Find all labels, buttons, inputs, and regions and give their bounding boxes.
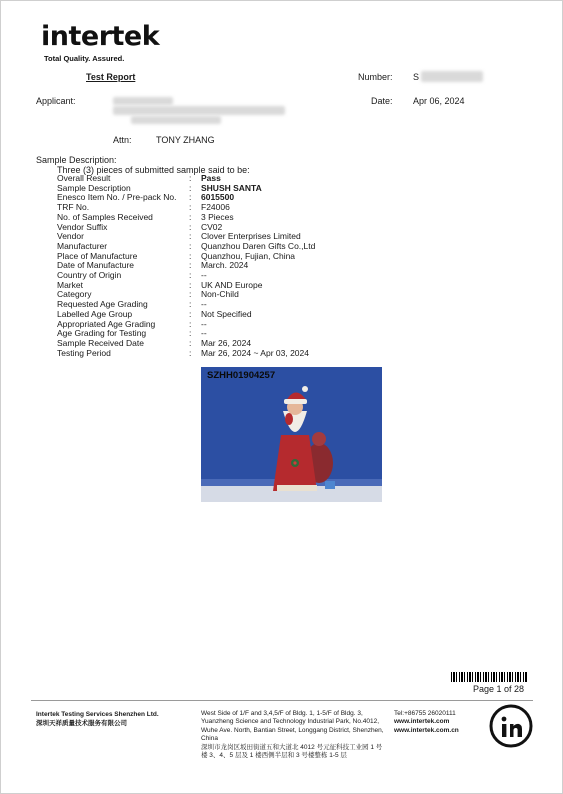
detail-value: Mar 26, 2024 ~ Apr 03, 2024 xyxy=(201,347,309,358)
detail-label: Date of Manufacture xyxy=(57,260,135,271)
detail-label: Manufacturer xyxy=(57,240,108,251)
detail-label: Country of Origin xyxy=(57,270,122,281)
detail-label: Enesco Item No. / Pre-pack No. xyxy=(57,192,177,203)
page-number: Page 1 of 28 xyxy=(473,684,525,694)
detail-value: Non-Child xyxy=(201,289,239,300)
barcode xyxy=(451,672,527,682)
detail-label: Age Grading for Testing xyxy=(57,328,147,339)
detail-label: Requested Age Grading xyxy=(57,299,148,310)
number-label: Number: xyxy=(358,72,393,82)
detail-label: Market xyxy=(57,279,83,290)
detail-separator: : xyxy=(189,221,192,232)
address-cn: 深圳市龙岗区坂田街道五和大道北 4012 号元征科技工业园 1 号楼 3、4、5 层及 1 楼西侧半层和 3 号楼整栋 1-5 层 xyxy=(201,743,383,760)
detail-separator: : xyxy=(189,279,192,290)
detail-row xyxy=(57,193,315,203)
footer-address xyxy=(201,710,387,760)
report-title: Test Report xyxy=(86,72,136,82)
detail-value: Mar 26, 2024 xyxy=(201,337,252,348)
footer-divider xyxy=(31,700,533,701)
detail-label: Vendor xyxy=(57,231,84,242)
sample-intro: Three (3) pieces of submitted sample said to be: xyxy=(57,165,250,175)
detail-separator: : xyxy=(189,347,192,358)
detail-label: Appropriated Age Grading xyxy=(57,318,156,329)
detail-value: -- xyxy=(201,270,207,281)
detail-value: CV02 xyxy=(201,221,223,232)
detail-label: No. of Samples Received xyxy=(57,211,153,222)
sample-heading: Sample Description: xyxy=(36,155,117,165)
redacted-number xyxy=(421,71,483,82)
detail-value: 6015500 xyxy=(201,192,235,203)
detail-label: Sample Description xyxy=(57,182,131,193)
number-value: S xyxy=(413,72,420,82)
detail-label: Vendor Suffix xyxy=(57,221,108,232)
detail-value: -- xyxy=(201,318,207,329)
applicant-label: Applicant: xyxy=(36,96,76,106)
date-value: Apr 06, 2024 xyxy=(413,96,465,106)
detail-separator: : xyxy=(189,337,192,348)
photo-label: SZHH01904257 xyxy=(207,370,276,381)
sample-details-table xyxy=(57,174,315,358)
company-name-en: Intertek Testing Services Shenzhen Ltd. xyxy=(36,711,159,718)
detail-label: Category xyxy=(57,289,92,300)
detail-separator: : xyxy=(189,240,192,251)
detail-separator: : xyxy=(189,328,192,339)
attn-label: Attn: xyxy=(113,135,132,145)
detail-value: -- xyxy=(201,328,207,339)
detail-value: UK AND Europe xyxy=(201,279,263,290)
detail-value: Quanzhou Daren Gifts Co.,Ltd xyxy=(201,240,316,251)
footer-company xyxy=(36,710,159,728)
tel: Tel:+86755 26020111 xyxy=(394,710,456,717)
detail-label: Sample Received Date xyxy=(57,337,144,348)
redacted-applicant-line1 xyxy=(113,97,173,105)
detail-separator: : xyxy=(189,318,192,329)
detail-value: SHUSH SANTA xyxy=(201,182,262,193)
detail-value: March. 2024 xyxy=(201,260,249,271)
website-com[interactable]: www.intertek.com xyxy=(394,718,450,726)
detail-value: 3 Pieces xyxy=(201,211,234,222)
company-name-cn: 深圳天祥质量技术服务有限公司 xyxy=(36,720,127,727)
detail-row xyxy=(57,281,315,291)
detail-separator: : xyxy=(189,173,192,183)
detail-separator: : xyxy=(189,289,192,300)
detail-separator: : xyxy=(189,299,192,310)
sample-photo xyxy=(201,367,382,502)
detail-row xyxy=(57,349,315,359)
detail-value: Quanzhou, Fujian, China xyxy=(201,250,296,261)
santa-figurine-image xyxy=(201,367,382,502)
detail-label: Testing Period xyxy=(57,347,111,358)
detail-value: Pass xyxy=(201,173,221,183)
address-en: West Side of 1/F and 3,4,5/F of Bldg. 1, 1-5/F of Bldg. 3, Yuanzheng Science and Technology Industrial Park, No.4012, Wuhe Ave. North, Bantian Street, Longgang District, Shenzhen, China xyxy=(201,710,384,743)
detail-value: F24006 xyxy=(201,202,230,213)
attn-value: TONY ZHANG xyxy=(156,135,215,145)
detail-separator: : xyxy=(189,308,192,319)
detail-value: -- xyxy=(201,299,207,310)
detail-row xyxy=(57,271,315,281)
website-cn[interactable]: www.intertek.com.cn xyxy=(394,726,459,734)
detail-separator: : xyxy=(189,270,192,281)
redacted-applicant-line2 xyxy=(113,106,285,115)
date-label: Date: xyxy=(371,96,393,106)
detail-label: Overall Result xyxy=(57,173,111,183)
detail-separator: : xyxy=(189,260,192,271)
detail-value: Not Specified xyxy=(201,308,252,319)
redacted-applicant-line3 xyxy=(131,116,221,124)
logo-tagline: Total Quality. Assured. xyxy=(44,54,125,63)
detail-label: Labelled Age Group xyxy=(57,308,133,319)
detail-separator: : xyxy=(189,231,192,242)
detail-separator: : xyxy=(189,250,192,261)
detail-separator: : xyxy=(189,211,192,222)
intertek-logo: intertek xyxy=(41,21,160,52)
detail-separator: : xyxy=(189,182,192,193)
footer-contact xyxy=(394,710,459,735)
detail-separator: : xyxy=(189,202,192,213)
detail-label: TRF No. xyxy=(57,202,90,213)
detail-separator: : xyxy=(189,192,192,203)
intertek-in-logo-icon xyxy=(489,704,533,748)
detail-value: Clover Enterprises Limited xyxy=(201,231,301,242)
detail-label: Place of Manufacture xyxy=(57,250,138,261)
